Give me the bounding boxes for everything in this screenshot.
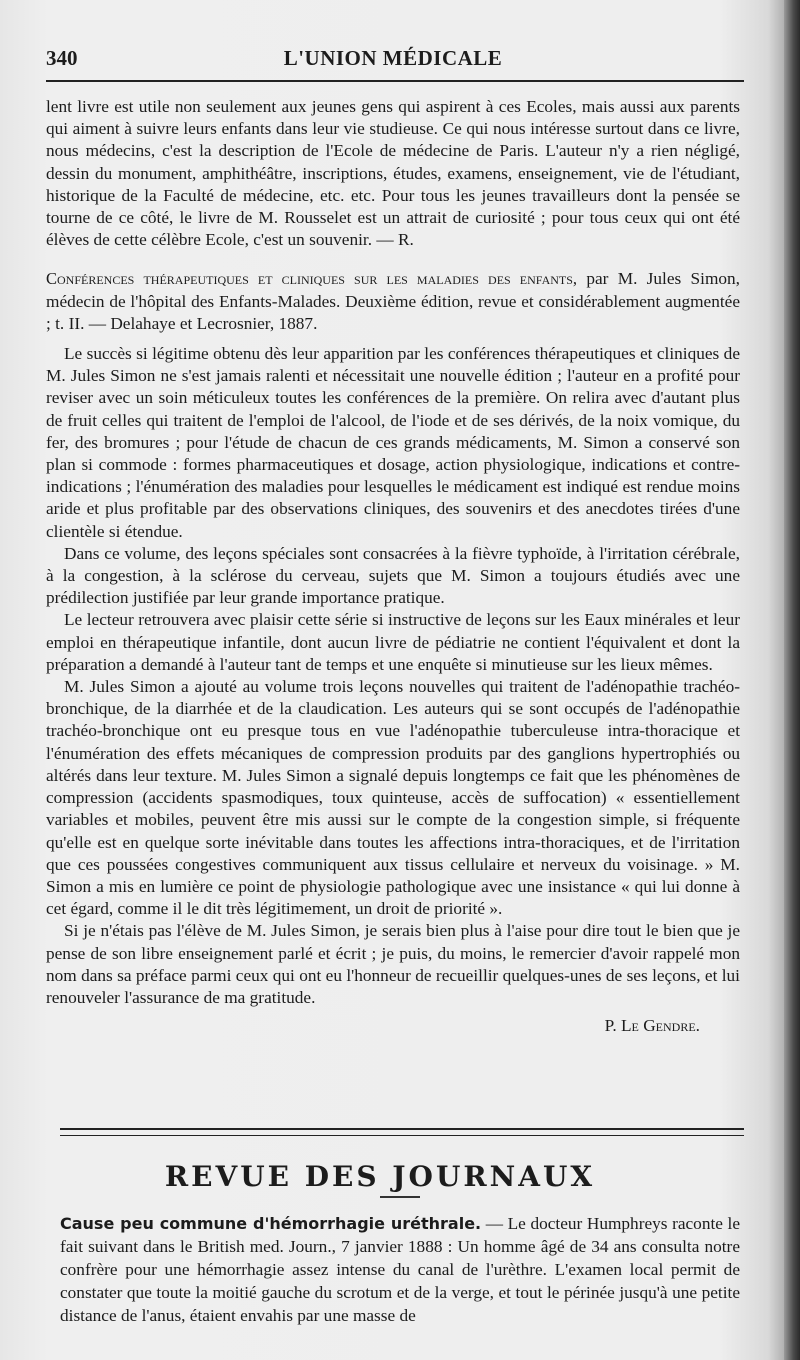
book-spine-shadow: [784, 0, 800, 1360]
article-text: — Le docteur Humphreys raconte le fait suivant dans le British med. Journ., 7 janvier 1888 : Un homme âgé de 34 ans consulta notre confrère pour une hémorrhagie assez intense du canal de l'urèthre. L'examen local permit de constater que toute la moitié gauche du scrotum et de la verge, et tout le périnée jusqu'à une petite distance de l'anus, étaient envahis par une masse de: [60, 1214, 741, 1325]
review-1-tail: lent livre est utile non seulement aux jeunes gens qui aspirent à ces Ecoles, mais aussi aux parents qui aiment à suivre leurs enfants dans leur vie studieuse. Ce qui nous intéresse surtout dans ce livre, nous médecins, c'est la description de l'Ecole de médecine de Paris. L'auteur n'y a rien négligé, dessin du monument, amphithéâtre, inscriptions, études, examens, enseignement, vie de l'étudiant, historique de la Faculté de médecine, etc. etc. Pour tous les jeunes travailleurs dont la pensée se tourne de ce côté, le livre de M. Rousselet est un attrait de curiosité ; pour tous ceux qui ont été élèves de cette célèbre Ecole, c'est un souvenir. — R.: [46, 97, 740, 250]
review-2-heading: [46, 268, 740, 335]
review-2-paragraph-3: Le lecteur retrouvera avec plaisir cette série si instructive de leçons sur les Eaux minérales et leur emploi en thérapeutique infantile, dont aucun livre de pédiatrie ne contient l'équivalent et dont la préparation a demandé à l'auteur tant de temps et une enquête si minutieuse sur les lieux mêmes.: [46, 610, 740, 674]
page-header: [46, 46, 740, 76]
page-number: 340: [46, 46, 78, 70]
review-2-book-title: Conférences thérapeutiques et cliniques sur les maladies des enfants,: [46, 269, 578, 289]
header-rule: [46, 80, 744, 82]
review-signature: P. Le Gendre.: [604, 1016, 700, 1036]
review-2-book-author: par M. Jules Simon, médecin de l'hôpital des Enfants-Malades. Deuxième édition, revue et considérablement augmentée ; t. II. — Delahaye et Lecrosnier, 1887.: [46, 269, 740, 333]
section-divider: [60, 1128, 744, 1136]
title-underline: [380, 1196, 420, 1198]
review-2-paragraph-1: Le succès si légitime obtenu dès leur apparition par les conférences thérapeutiques et cliniques de M. Jules Simon ne s'est jamais ralenti et nécessitait une nouvelle édition ; l'auteur en a profité pour reviser avec un soin méticuleux toutes les conférences de la première. On relira avec d'autant plus de fruit celles qui traitent de l'emploi de l'alcool, de l'iode et de ses dérivés, de la noix vomique, du fer, des bromures ; pour l'étude de chacun de ces grands médicaments, M. Simon a conservé son plan si commode : formes pharmaceutiques et dosage, action physiologique, indications et contre-indications ; l'énumération des maladies pour lesquelles le médicament est indiqué est rendue moins aride et plus profitable par des observations cliniques, des souvenirs et des anecdotes tirées d'une clientèle si étendue.: [46, 344, 740, 541]
review-2-paragraph-2: Dans ce volume, des leçons spéciales sont consacrées à la fièvre typhoïde, à l'irritation cérébrale, à la congestion, à la sclérose du cerveau, sujets que M. Simon a toujours étudiés avec une prédilection justifiée par leur grande importance pratique.: [46, 543, 740, 608]
article-heading: Cause peu commune d'hémorrhagie uréthrale.: [60, 1214, 482, 1233]
book-reviews: [46, 96, 740, 1037]
review-2-paragraph-4: M. Jules Simon a ajouté au volume trois leçons nouvelles qui traitent de l'adénopathie trachéo-bronchique, de la diarrhée et de la claudication. Les auteurs qui se sont occupés de l'adénopathie trachéo-bronchique ont eu presque tous en vue l'adénopathie tuberculeuse intra-thoracique et l'énumération des effets mécaniques de compression produits par des ganglions hypertrophiés ou altérés dans leur texture. M. Jules Simon a signalé depuis longtemps ce fait que les phénomènes de compression (accidents spasmodiques, toux quinteuse, accès de suffocation) « essentiellement variables et mobiles, peuvent être mis aussi sur le compte de la congestion simple, si fréquente qu'elle est en quelque sorte inévitable dans toutes les affections intra-thoraciques, et de l'irritation que ces poussées congestives communiquent aux tissus cellulaire et nerveux du voisinage. » M. Simon a mis en lumière ce point de physiologie pathologique avec une insistance « qui lui donne à cet égard, comme il le dit très légitimement, un droit de priorité ».: [46, 677, 740, 919]
section-title: REVUE DES JOURNAUX: [164, 1160, 596, 1193]
journal-article: [60, 1212, 740, 1327]
article-paragraph: [60, 1212, 740, 1327]
review-2-paragraph-5: Si je n'étais pas l'élève de M. Jules Simon, je serais bien plus à l'aise pour dire tout le bien que je pense de son libre enseignement parlé et écrit ; je puis, du moins, le remercier d'avoir rappelé mon nom dans sa préface parmi ceux qui ont eu l'honneur de recueillir quelques-unes de ses leçons, et lui renouveler l'assurance de ma gratitude.: [46, 921, 740, 1007]
running-title: L'UNION MÉDICALE: [283, 46, 503, 70]
